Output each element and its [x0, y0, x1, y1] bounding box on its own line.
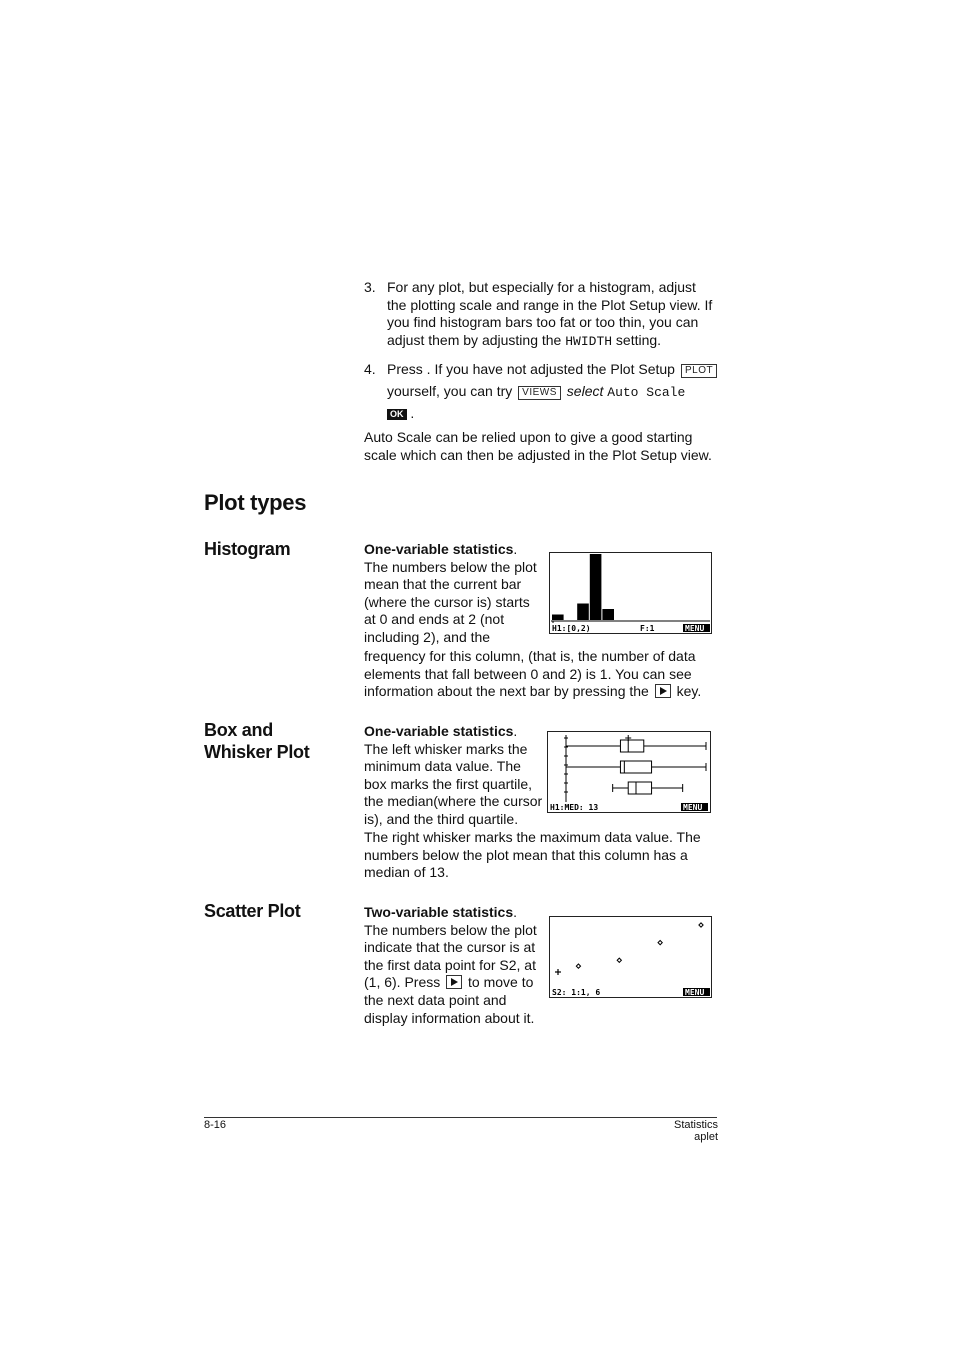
scatter-chart	[550, 917, 711, 997]
step-number: 3.	[364, 279, 376, 295]
lead-end: .	[513, 541, 518, 557]
scatter-screen	[549, 916, 712, 998]
scatter-point	[699, 923, 703, 927]
scatter-heading: Scatter Plot	[204, 901, 301, 921]
lead-end: .	[513, 904, 518, 920]
status-left: S2: 1:1, 6	[552, 988, 601, 997]
menu-key: MENU	[683, 803, 703, 812]
histogram-text-wrap	[364, 541, 542, 647]
step-text	[387, 361, 722, 423]
histogram-lead: One-variable statistics	[364, 541, 514, 557]
step-text-a: Press . If you have not adjusted the Plot Setup	[387, 361, 675, 377]
scatter-text-wrap	[364, 904, 544, 1027]
histogram-text-more: frequency for this column, (that is, the number of data elements that fall between 0 and 2) is 1. You can see information about the next bar by pressing the	[364, 648, 696, 700]
boxplot-chart	[548, 732, 710, 812]
views-key: VIEWS	[518, 386, 561, 400]
scatter-text-b: to move to the next data point and display information about it.	[364, 974, 535, 1026]
step-3	[364, 279, 724, 350]
step-end: .	[410, 405, 415, 421]
histogram-text-full	[364, 648, 719, 701]
quartile-box	[620, 761, 651, 773]
ok-key: OK	[387, 409, 407, 420]
select-word: select	[566, 383, 604, 399]
step-text	[387, 279, 717, 350]
step-text-b: yourself, you can try	[387, 383, 513, 399]
histogram-heading: Histogram	[204, 539, 291, 559]
box-text: The left whisker marks the minimum data value. The box marks the first quartile, the median(where the cursor is), and the third quartile.	[364, 740, 543, 827]
plot-key: PLOT	[681, 364, 717, 378]
box-heading-line2: Whisker Plot	[204, 742, 310, 762]
histogram-bar	[577, 604, 589, 621]
scatter-point	[658, 941, 662, 945]
histogram-chart	[550, 553, 711, 633]
right-arrow-key-icon	[655, 684, 671, 698]
step-number: 4.	[364, 361, 376, 377]
box-heading	[204, 719, 309, 763]
status-left: H1:[0,2)	[552, 624, 591, 633]
boxplot-screen	[547, 731, 711, 813]
histogram-screen	[549, 552, 712, 634]
section-title: Plot types	[204, 490, 307, 515]
scatter-text-a: The numbers below the plot indicate that the cursor is at the first data point for S2, at (1, 6). Press	[364, 921, 537, 991]
histogram-text-end: key.	[676, 683, 702, 700]
box-heading-line1: Box and	[204, 720, 273, 740]
footer-title: Statistics aplet	[673, 1119, 718, 1143]
box-lead: One-variable statistics	[364, 723, 514, 739]
status-left: H1:MED: 13	[550, 803, 599, 812]
page-number: 8-16	[204, 1119, 227, 1131]
auto-scale-note: Auto Scale can be relied upon to give a good starting scale which can then be adjusted in the Plot Setup view.	[364, 429, 712, 463]
histogram-bar	[552, 615, 564, 621]
histogram-text: The numbers below the plot mean that the current bar (where the cursor is) starts at 0 and ends at 2 (not including 2), and the	[364, 558, 537, 645]
scatter-lead: Two-variable statistics	[364, 904, 514, 920]
footer-rule	[204, 1117, 717, 1118]
step-text-b: setting.	[612, 331, 662, 348]
histogram-bar	[602, 609, 614, 620]
quartile-box	[620, 740, 643, 752]
auto-scale-code: Auto Scale	[607, 385, 686, 400]
scatter-point	[576, 964, 580, 968]
status-frequency: F:1	[640, 624, 655, 633]
histogram-bar	[590, 554, 602, 620]
step-4	[364, 361, 724, 423]
step-text-a: For any plot, but especially for a histogram, adjust the plotting scale and range in the Plot Setup view. If you find histogram bars too fat or too thin, you can adjust them by adjusting the	[387, 279, 713, 348]
hwidth-code: HWIDTH	[565, 333, 613, 349]
box-text-wrap	[364, 723, 544, 829]
menu-key: MENU	[685, 988, 705, 997]
menu-key: MENU	[685, 624, 705, 633]
box-text-full: The right whisker marks the maximum data value. The numbers below the plot mean that this column has a median of 13.	[364, 829, 701, 881]
quartile-box	[628, 782, 651, 794]
scatter-point	[617, 958, 621, 962]
lead-end: .	[513, 723, 518, 739]
right-arrow-key-icon	[446, 975, 462, 989]
